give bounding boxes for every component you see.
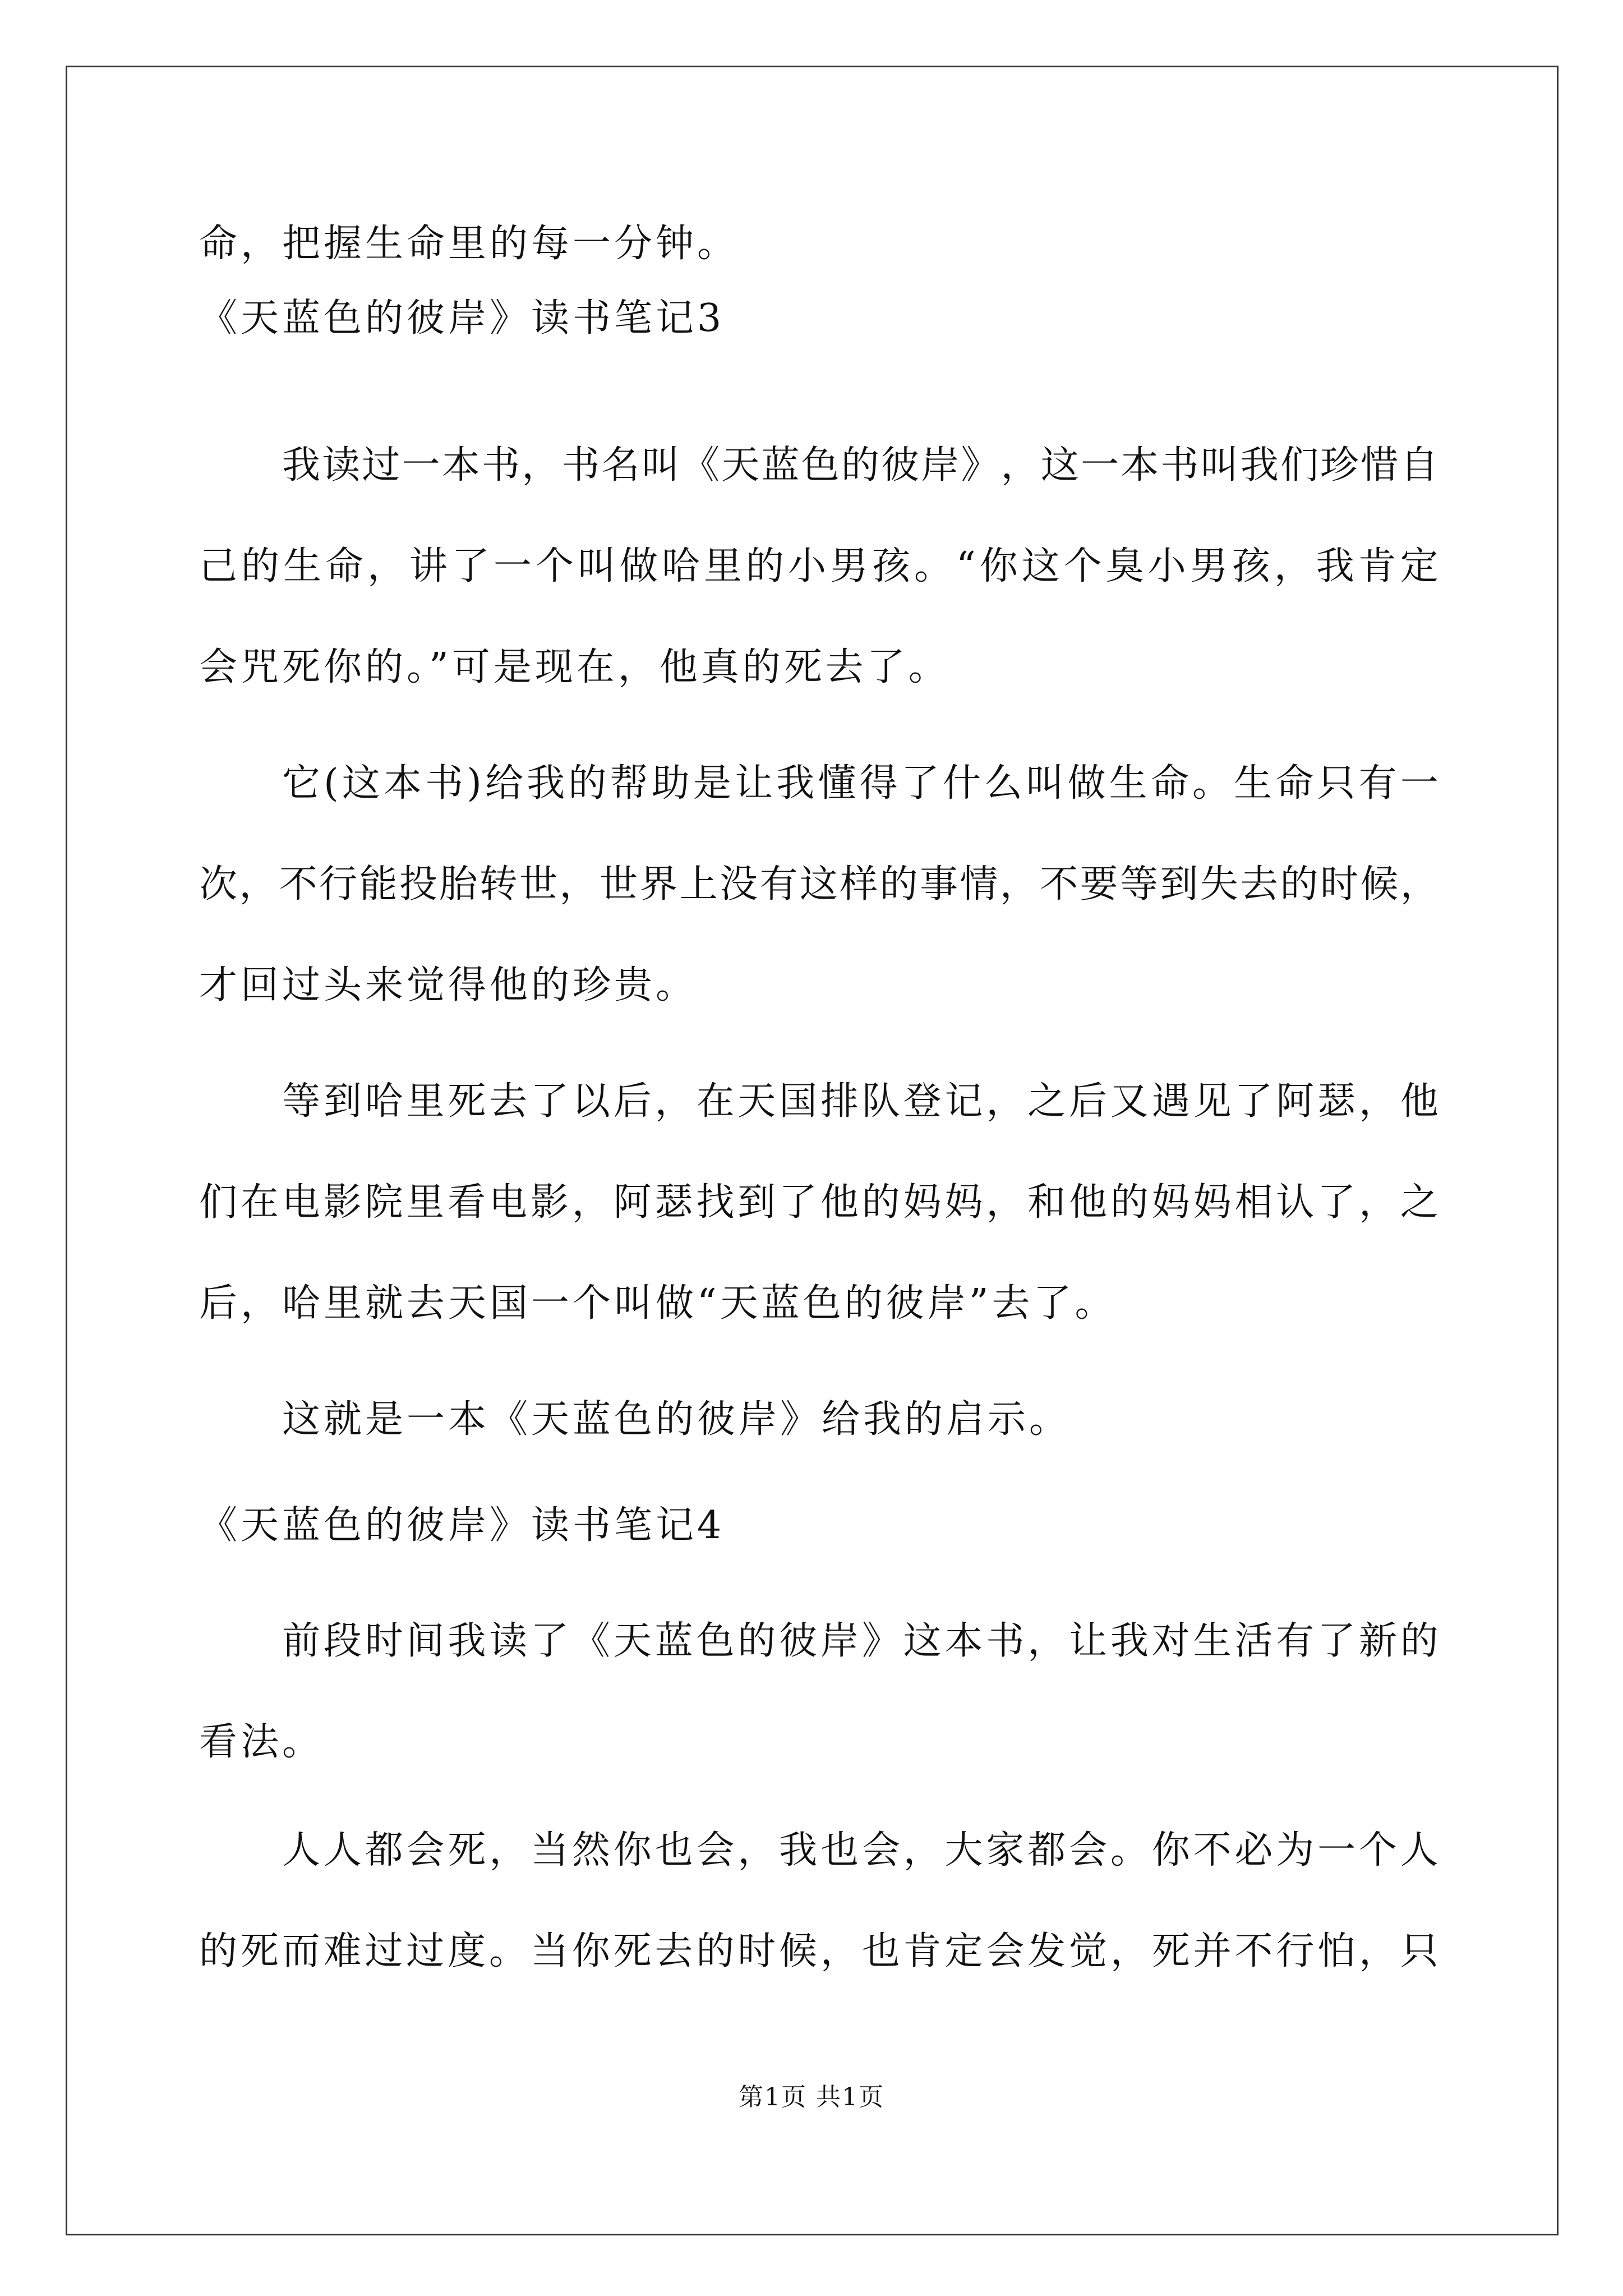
paragraph-line: 我 读 过 一 本 书 ， 书 名 叫 《 天 蓝 色 的 彼 岸 》 ， 这 一 本 书 叫 我 们 珍 惜 自 <box>282 443 1438 487</box>
paragraph-line: 人 人 都 会 死 ， 当 然 你 也 会 ， 我 也 会 ， 大 家 都 会 。 你 不 必 为 一 个 人 <box>282 1828 1438 1872</box>
paragraph-line: 它 ( 这 本 书 ) 给 我 的 帮 助 是 让 我 懂 得 了 什 么 叫 做 生 命 。 生 命 只 有 一 <box>282 761 1438 806</box>
page-frame <box>66 66 1559 2235</box>
paragraph-line: 次 ， 不 行 能 投 胎 转 世 ， 世 界 上 没 有 这 样 的 事 情 ， 不 要 等 到 失 去 的 时 候 ， <box>199 862 1438 907</box>
paragraph-line: 们 在 电 影 院 里 看 电 影 ， 阿 瑟 找 到 了 他 的 妈 妈 ， 和 他 的 妈 妈 相 认 了 ， 之 <box>199 1180 1438 1225</box>
paragraph-line: 这就是一本《天蓝色的彼岸》给我的启示。 <box>282 1397 1071 1442</box>
paragraph-line: 命，把握生命里的每一分钟。 <box>199 222 739 266</box>
paragraph-line: 才回过头来觉得他的珍贵。 <box>199 963 698 1007</box>
section-heading: 《天蓝色的彼岸》读书笔记4 <box>199 1503 725 1548</box>
paragraph-line: 看法。 <box>199 1720 324 1764</box>
paragraph-line: 会咒死你的。”可是现在，他真的死去了。 <box>199 645 950 689</box>
section-heading: 《天蓝色的彼岸》读书笔记3 <box>199 296 725 341</box>
page-number-footer: 第1页 共1页 <box>739 2083 884 2111</box>
paragraph-line: 己 的 生 命 ， 讲 了 一 个 叫 做 哈 里 的 小 男 孩 。 “ 你 这 个 臭 小 男 孩 ， 我 肯 定 <box>199 544 1438 588</box>
paragraph-line: 后，哈里就去天国一个叫做“天蓝色的彼岸”去了。 <box>199 1281 1117 1326</box>
paragraph-line: 前 段 时 间 我 读 了 《 天 蓝 色 的 彼 岸 》 这 本 书 ， 让 我 对 生 活 有 了 新 的 <box>282 1619 1438 1663</box>
paragraph-line: 的 死 而 难 过 过 度 。 当 你 死 去 的 时 候 ， 也 肯 定 会 发 觉 ， 死 并 不 行 怕 ， 只 <box>199 1929 1438 1973</box>
paragraph-line: 等 到 哈 里 死 去 了 以 后 ， 在 天 国 排 队 登 记 ， 之 后 又 遇 见 了 阿 瑟 ， 他 <box>282 1079 1438 1124</box>
